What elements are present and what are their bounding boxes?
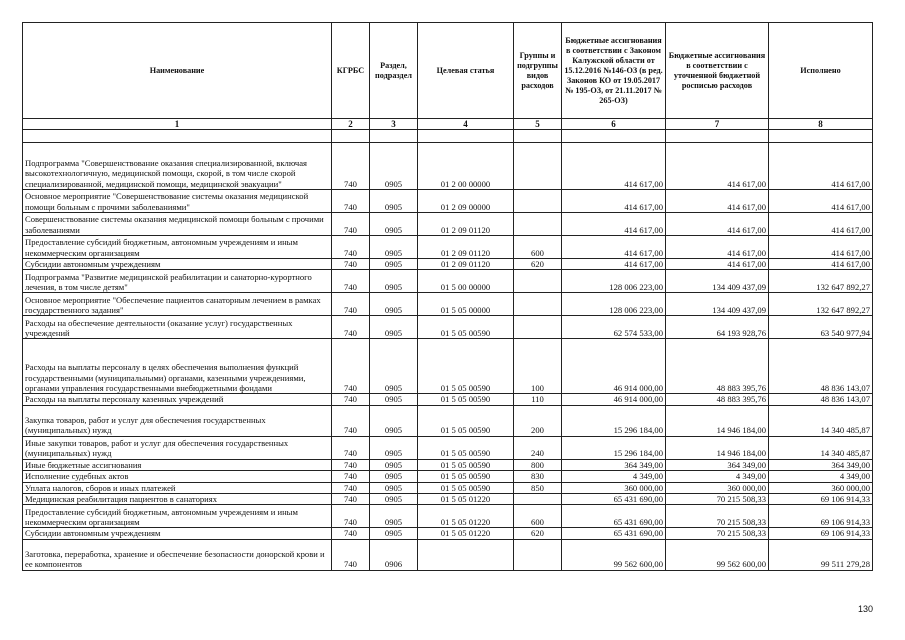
table-row: [23, 259, 873, 270]
row-section: 0905: [370, 505, 418, 528]
row-value-col8: 4 349,00: [769, 471, 873, 482]
row-kgrbs: 740: [332, 539, 370, 570]
row-value-col8: 414 617,00: [769, 213, 873, 236]
row-name: Расходы на выплаты персоналу казенных учреждений: [23, 394, 332, 405]
table-row: [23, 293, 873, 316]
row-section: 0905: [370, 459, 418, 470]
row-name: Уплата налогов, сборов и иных платежей: [23, 482, 332, 493]
row-value-col8: 132 647 892,27: [769, 270, 873, 293]
row-value-col8: 360 000,00: [769, 482, 873, 493]
row-section: 0905: [370, 405, 418, 436]
row-section: 0905: [370, 394, 418, 405]
row-value-col6: 65 431 690,00: [562, 528, 666, 539]
row-value-col7: 14 946 184,00: [666, 436, 769, 459]
table-row: [23, 270, 873, 293]
row-value-col8: 132 647 892,27: [769, 293, 873, 316]
row-value-col7: 4 349,00: [666, 471, 769, 482]
row-target: 01 5 05 01220: [418, 505, 514, 528]
column-number: 8: [769, 119, 873, 130]
row-value-col7: 70 215 508,33: [666, 528, 769, 539]
row-value-col8: 14 340 485,87: [769, 405, 873, 436]
row-value-col6: 414 617,00: [562, 236, 666, 259]
column-number: 1: [23, 119, 332, 130]
header-target: Целевая статья: [418, 23, 514, 119]
table-row: [23, 213, 873, 236]
row-value-col6: 414 617,00: [562, 143, 666, 190]
budget-table: [22, 22, 873, 571]
row-value-col6: 46 914 000,00: [562, 339, 666, 394]
header-col6: Бюджетные ассигнования в соответствии с Законом Калужской области от 15.12.2016 №146-ОЗ (в ред. Законов КО от 19.05.2017 № 195-ОЗ, от 21.11.2017 № 265-ОЗ): [562, 23, 666, 119]
row-value-col6: 65 431 690,00: [562, 494, 666, 505]
header-col8: Исполнено: [769, 23, 873, 119]
table-header-row: [23, 23, 873, 119]
row-group: [514, 316, 562, 339]
row-group: 800: [514, 459, 562, 470]
row-target: 01 5 05 00590: [418, 405, 514, 436]
column-number: 7: [666, 119, 769, 130]
row-value-col6: 62 574 533,00: [562, 316, 666, 339]
column-number: 5: [514, 119, 562, 130]
row-value-col8: 69 106 914,33: [769, 505, 873, 528]
page-number: 130: [858, 604, 874, 614]
row-name: Иные закупки товаров, работ и услуг для обеспечения государственных (муниципальных) нужд: [23, 436, 332, 459]
row-target: 01 5 05 01220: [418, 494, 514, 505]
row-kgrbs: 740: [332, 270, 370, 293]
table-row: [23, 394, 873, 405]
row-group: 600: [514, 505, 562, 528]
row-group: [514, 213, 562, 236]
row-value-col7: 414 617,00: [666, 213, 769, 236]
row-group: [514, 539, 562, 570]
row-name: Расходы на обеспечение деятельности (оказание услуг) государственных учреждений: [23, 316, 332, 339]
row-target: 01 2 09 01120: [418, 213, 514, 236]
row-value-col7: 414 617,00: [666, 236, 769, 259]
row-value-col7: 64 193 928,76: [666, 316, 769, 339]
row-kgrbs: 740: [332, 394, 370, 405]
table-row: [23, 482, 873, 493]
row-kgrbs: 740: [332, 316, 370, 339]
row-section: 0905: [370, 259, 418, 270]
row-value-col7: 134 409 437,09: [666, 270, 769, 293]
row-section: 0905: [370, 494, 418, 505]
row-name: Подпрограмма "Развитие медицинской реабилитации и санаторно-курортного лечения, в том числе детям": [23, 270, 332, 293]
table-row: [23, 316, 873, 339]
row-group: 100: [514, 339, 562, 394]
row-value-col7: 70 215 508,33: [666, 494, 769, 505]
row-value-col6: 65 431 690,00: [562, 505, 666, 528]
table-row: [23, 236, 873, 259]
row-kgrbs: 740: [332, 143, 370, 190]
row-section: 0905: [370, 236, 418, 259]
table-row: [23, 539, 873, 570]
row-kgrbs: 740: [332, 405, 370, 436]
row-kgrbs: 740: [332, 459, 370, 470]
row-target: 01 5 00 00000: [418, 270, 514, 293]
row-section: 0905: [370, 528, 418, 539]
row-value-col8: 364 349,00: [769, 459, 873, 470]
row-kgrbs: 740: [332, 190, 370, 213]
table-row: [23, 528, 873, 539]
row-group: 110: [514, 394, 562, 405]
row-kgrbs: 740: [332, 494, 370, 505]
row-value-col6: 128 006 223,00: [562, 293, 666, 316]
row-name: Основное мероприятие "Обеспечение пациентов санаторным лечением в рамках государственного задания": [23, 293, 332, 316]
row-target: 01 5 05 01220: [418, 528, 514, 539]
row-name: Исполнение судебных актов: [23, 471, 332, 482]
row-target: 01 5 05 00590: [418, 436, 514, 459]
row-name: Закупка товаров, работ и услуг для обеспечения государственных (муниципальных) нужд: [23, 405, 332, 436]
row-value-col6: 414 617,00: [562, 190, 666, 213]
row-kgrbs: 740: [332, 471, 370, 482]
row-section: 0905: [370, 270, 418, 293]
column-number: 3: [370, 119, 418, 130]
row-group: [514, 494, 562, 505]
header-group: Группы и подгруппы видов расходов: [514, 23, 562, 119]
row-value-col6: 360 000,00: [562, 482, 666, 493]
row-value-col6: 128 006 223,00: [562, 270, 666, 293]
row-target: 01 5 05 00590: [418, 482, 514, 493]
row-group: 620: [514, 259, 562, 270]
table-row: [23, 339, 873, 394]
row-target: 01 2 00 00000: [418, 143, 514, 190]
row-value-col8: 69 106 914,33: [769, 494, 873, 505]
row-group: 200: [514, 405, 562, 436]
row-name: Иные бюджетные ассигнования: [23, 459, 332, 470]
column-number-row: [23, 119, 873, 130]
row-target: [418, 539, 514, 570]
row-name: Совершенствование системы оказания медицинской помощи больным с прочими заболеваниями: [23, 213, 332, 236]
table-row: [23, 436, 873, 459]
row-value-col6: 15 296 184,00: [562, 436, 666, 459]
row-section: 0905: [370, 339, 418, 394]
row-section: 0905: [370, 436, 418, 459]
row-target: 01 5 05 00590: [418, 394, 514, 405]
row-name: Субсидии автономным учреждениям: [23, 259, 332, 270]
row-section: 0905: [370, 293, 418, 316]
row-group: 240: [514, 436, 562, 459]
row-kgrbs: 740: [332, 259, 370, 270]
header-section: Раздел, подраздел: [370, 23, 418, 119]
row-group: 830: [514, 471, 562, 482]
row-value-col7: 14 946 184,00: [666, 405, 769, 436]
table-row: [23, 190, 873, 213]
row-section: 0906: [370, 539, 418, 570]
row-kgrbs: 740: [332, 293, 370, 316]
row-value-col8: 48 836 143,07: [769, 339, 873, 394]
row-value-col7: 70 215 508,33: [666, 505, 769, 528]
row-section: 0905: [370, 482, 418, 493]
row-value-col7: 48 883 395,76: [666, 339, 769, 394]
row-value-col8: 414 617,00: [769, 259, 873, 270]
row-value-col6: 15 296 184,00: [562, 405, 666, 436]
table-row: [23, 471, 873, 482]
row-target: 01 5 05 00590: [418, 471, 514, 482]
table-row: [23, 405, 873, 436]
table-row: [23, 143, 873, 190]
row-section: 0905: [370, 316, 418, 339]
row-kgrbs: 740: [332, 236, 370, 259]
row-target: 01 5 05 00590: [418, 316, 514, 339]
row-kgrbs: 740: [332, 213, 370, 236]
row-name: Медицинская реабилитация пациентов в санаториях: [23, 494, 332, 505]
row-kgrbs: 740: [332, 528, 370, 539]
column-number: 2: [332, 119, 370, 130]
row-value-col7: 414 617,00: [666, 190, 769, 213]
row-value-col7: 414 617,00: [666, 143, 769, 190]
row-value-col6: 414 617,00: [562, 213, 666, 236]
row-value-col6: 99 562 600,00: [562, 539, 666, 570]
row-group: 620: [514, 528, 562, 539]
row-target: 01 5 05 00590: [418, 339, 514, 394]
table-row: [23, 459, 873, 470]
row-target: 01 2 09 01120: [418, 236, 514, 259]
row-value-col8: 63 540 977,94: [769, 316, 873, 339]
row-section: 0905: [370, 471, 418, 482]
row-value-col7: 364 349,00: [666, 459, 769, 470]
table-row: [23, 494, 873, 505]
row-name: Расходы на выплаты персоналу в целях обеспечения выполнения функций государственными (муниципальными) органами, казенными учреждениями, органами управления государственными внебюджетными фондами: [23, 339, 332, 394]
row-group: 600: [514, 236, 562, 259]
column-number: 6: [562, 119, 666, 130]
row-group: [514, 270, 562, 293]
row-name: Заготовка, переработка, хранение и обеспечение безопасности донорской крови и ее компонентов: [23, 539, 332, 570]
row-name: Основное мероприятие "Совершенствование системы оказания медицинской помощи больным с прочими заболеваниями": [23, 190, 332, 213]
header-col7: Бюджетные ассигнования в соответствии с уточненной бюджетной росписью расходов: [666, 23, 769, 119]
row-section: 0905: [370, 143, 418, 190]
header-kgrbs: КГРБС: [332, 23, 370, 119]
row-value-col6: 414 617,00: [562, 259, 666, 270]
row-value-col7: 48 883 395,76: [666, 394, 769, 405]
row-value-col8: 69 106 914,33: [769, 528, 873, 539]
row-value-col8: 414 617,00: [769, 190, 873, 213]
row-value-col6: 4 349,00: [562, 471, 666, 482]
row-value-col7: 414 617,00: [666, 259, 769, 270]
row-kgrbs: 740: [332, 339, 370, 394]
row-value-col6: 46 914 000,00: [562, 394, 666, 405]
header-name: Наименование: [23, 23, 332, 119]
row-group: [514, 190, 562, 213]
row-group: [514, 293, 562, 316]
row-kgrbs: 740: [332, 505, 370, 528]
row-name: Предоставление субсидий бюджетным, автономным учреждениям и иным некоммерческим организациям: [23, 236, 332, 259]
row-value-col8: 414 617,00: [769, 236, 873, 259]
row-target: 01 5 05 00590: [418, 459, 514, 470]
row-value-col7: 134 409 437,09: [666, 293, 769, 316]
spacer-row: [23, 130, 873, 143]
row-target: 01 2 09 01120: [418, 259, 514, 270]
row-target: 01 2 09 00000: [418, 190, 514, 213]
row-kgrbs: 740: [332, 482, 370, 493]
row-value-col6: 364 349,00: [562, 459, 666, 470]
row-value-col8: 48 836 143,07: [769, 394, 873, 405]
row-kgrbs: 740: [332, 436, 370, 459]
row-target: 01 5 05 00000: [418, 293, 514, 316]
table-row: [23, 505, 873, 528]
row-value-col7: 99 562 600,00: [666, 539, 769, 570]
row-name: Подпрограмма "Совершенствование оказания специализированной, включая высокотехнологичную, медицинской помощи, скорой, в том числе скорой специализированной, медицинской помощи, медицинской эвакуации": [23, 143, 332, 190]
row-group: [514, 143, 562, 190]
row-group: 850: [514, 482, 562, 493]
row-section: 0905: [370, 190, 418, 213]
row-value-col7: 360 000,00: [666, 482, 769, 493]
row-value-col8: 14 340 485,87: [769, 436, 873, 459]
column-number: 4: [418, 119, 514, 130]
row-section: 0905: [370, 213, 418, 236]
row-value-col8: 414 617,00: [769, 143, 873, 190]
row-name: Предоставление субсидий бюджетным, автономным учреждениям и иным некоммерческим организациям: [23, 505, 332, 528]
row-name: Субсидии автономным учреждениям: [23, 528, 332, 539]
row-value-col8: 99 511 279,28: [769, 539, 873, 570]
